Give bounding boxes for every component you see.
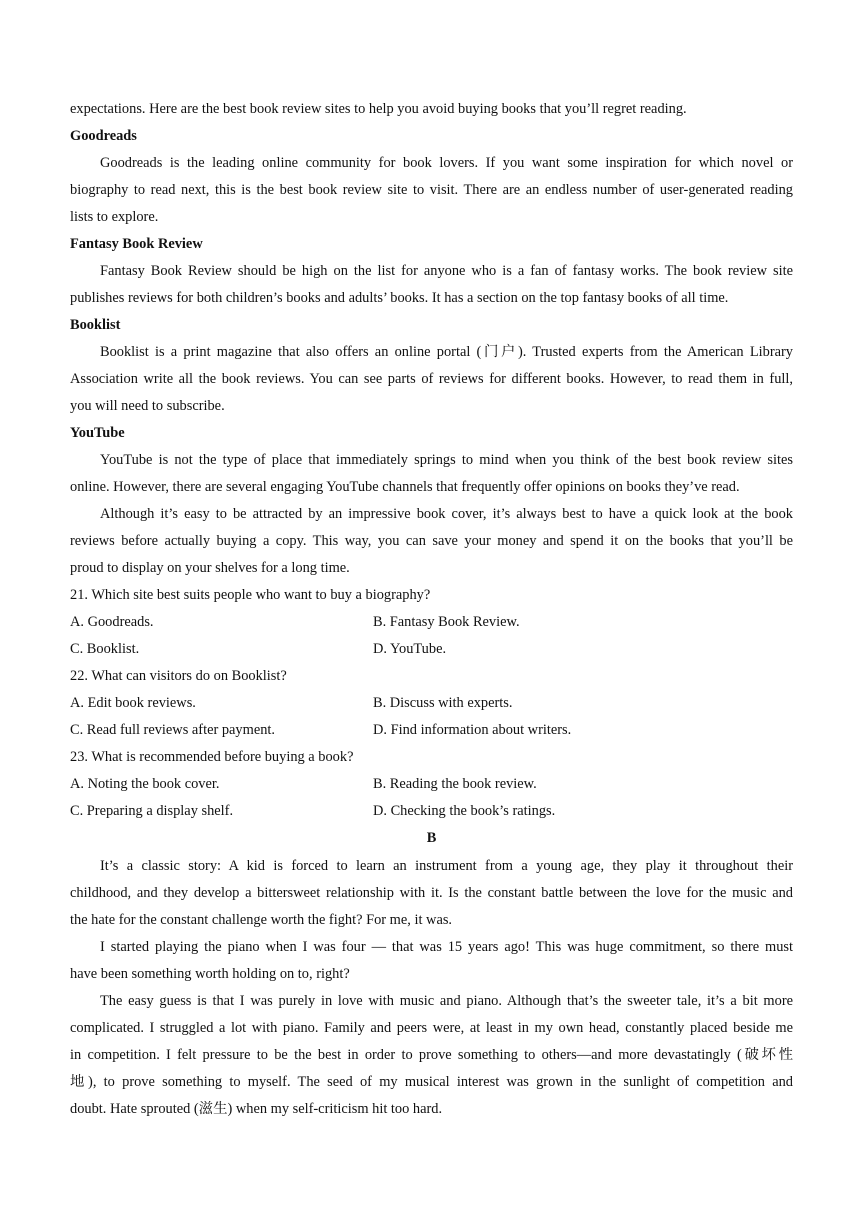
question-22-option-a: A. Edit book reviews.: [70, 695, 196, 711]
booklist-line-3: you will need to subscribe.: [70, 398, 225, 414]
fantasy-line-2: publishes reviews for both children’s books and adults’ books. It has a section on the top fantasy books of all time.: [70, 290, 729, 306]
question-23-option-c: C. Preparing a display shelf.: [70, 803, 234, 819]
passage-b-p2-line-1: I started playing the piano when I was four — that was 15 years ago! This was huge commitment, so there must: [100, 939, 793, 955]
passage-b-p1-line-1: It’s a classic story: A kid is forced to learn an instrument from a young age, they play it throughout their: [100, 858, 793, 874]
passage-b-p3-line-4: 地), to prove something to myself. The seed of my musical interest was grown in the sunlight of competition and: [70, 1074, 793, 1090]
youtube-line-2: online. However, there are several engaging YouTube channels that frequently offer opinions on books they’ve read.: [70, 479, 740, 495]
heading-youtube: YouTube: [70, 425, 125, 441]
question-22-option-b: B. Discuss with experts.: [373, 695, 513, 711]
intro-last-line: expectations. Here are the best book review sites to help you avoid buying books that you’ll regret reading.: [70, 101, 687, 117]
passage-b-p1-line-3: the hate for the constant challenge worth the fight? For me, it was.: [70, 912, 453, 928]
conclusion-line-3: proud to display on your shelves for a long time.: [70, 560, 350, 576]
question-23-option-b: B. Reading the book review.: [373, 776, 537, 792]
passage-b-p3-line-3: in competition. I felt pressure to be the best in order to prove something to others—and more devastatingly (破坏性: [70, 1047, 793, 1063]
passage-b-p3-line-5: doubt. Hate sprouted (滋生) when my self-criticism hit too hard.: [70, 1101, 443, 1117]
passage-b-label: B: [426, 830, 437, 846]
question-21-stem: 21. Which site best suits people who want to buy a biography?: [70, 587, 431, 603]
goodreads-line-1: Goodreads is the leading online community for book lovers. If you want some inspiration for which novel or: [100, 155, 793, 171]
question-21-option-a: A. Goodreads.: [70, 614, 154, 630]
question-21-option-c: C. Booklist.: [70, 641, 140, 657]
fantasy-line-1: Fantasy Book Review should be high on the list for anyone who is a fan of fantasy works. The book review site: [100, 263, 793, 279]
youtube-line-1: YouTube is not the type of place that immediately springs to mind when you think of the best book review sites: [100, 452, 793, 468]
question-22-option-d: D. Find information about writers.: [373, 722, 572, 738]
question-22-stem: 22. What can visitors do on Booklist?: [70, 668, 287, 684]
passage-b-p2-line-2: have been something worth holding on to, right?: [70, 966, 350, 982]
conclusion-line-1: Although it’s easy to be attracted by an impressive book cover, it’s always best to have a quick look at the book: [100, 506, 793, 522]
heading-fantasy-book-review: Fantasy Book Review: [70, 236, 203, 252]
passage-b-p3-line-2: complicated. I struggled a lot with piano. Family and peers were, at least in my own head, constantly placed beside me: [70, 1020, 793, 1036]
booklist-line-1: Booklist is a print magazine that also offers an online portal (门户). Trusted experts from the American Library: [100, 344, 793, 360]
passage-b-p1-line-2: childhood, and they develop a bittersweet relationship with it. Is the constant battle between the love for the music and: [70, 885, 793, 901]
goodreads-line-3: lists to explore.: [70, 209, 159, 225]
conclusion-line-2: reviews before actually buying a copy. This way, you can save your money and spend it on the books that you’ll be: [70, 533, 793, 549]
heading-goodreads: Goodreads: [70, 128, 137, 144]
question-21-option-d: D. YouTube.: [373, 641, 447, 657]
passage-b-p3-line-1: The easy guess is that I was purely in love with music and piano. Although that’s the sweeter tale, it’s a bit more: [100, 993, 793, 1009]
question-23-option-a: A. Noting the book cover.: [70, 776, 220, 792]
question-23-option-d: D. Checking the book’s ratings.: [373, 803, 556, 819]
question-22-option-c: C. Read full reviews after payment.: [70, 722, 275, 738]
heading-booklist: Booklist: [70, 317, 121, 333]
booklist-line-2: Association write all the book reviews. You can see parts of reviews for different books. However, to read them in full,: [70, 371, 793, 387]
goodreads-line-2: biography to read next, this is the best book review site to visit. There are an endless number of user-generated reading: [70, 182, 793, 198]
question-23-stem: 23. What is recommended before buying a book?: [70, 749, 354, 765]
question-21-option-b: B. Fantasy Book Review.: [373, 614, 520, 630]
